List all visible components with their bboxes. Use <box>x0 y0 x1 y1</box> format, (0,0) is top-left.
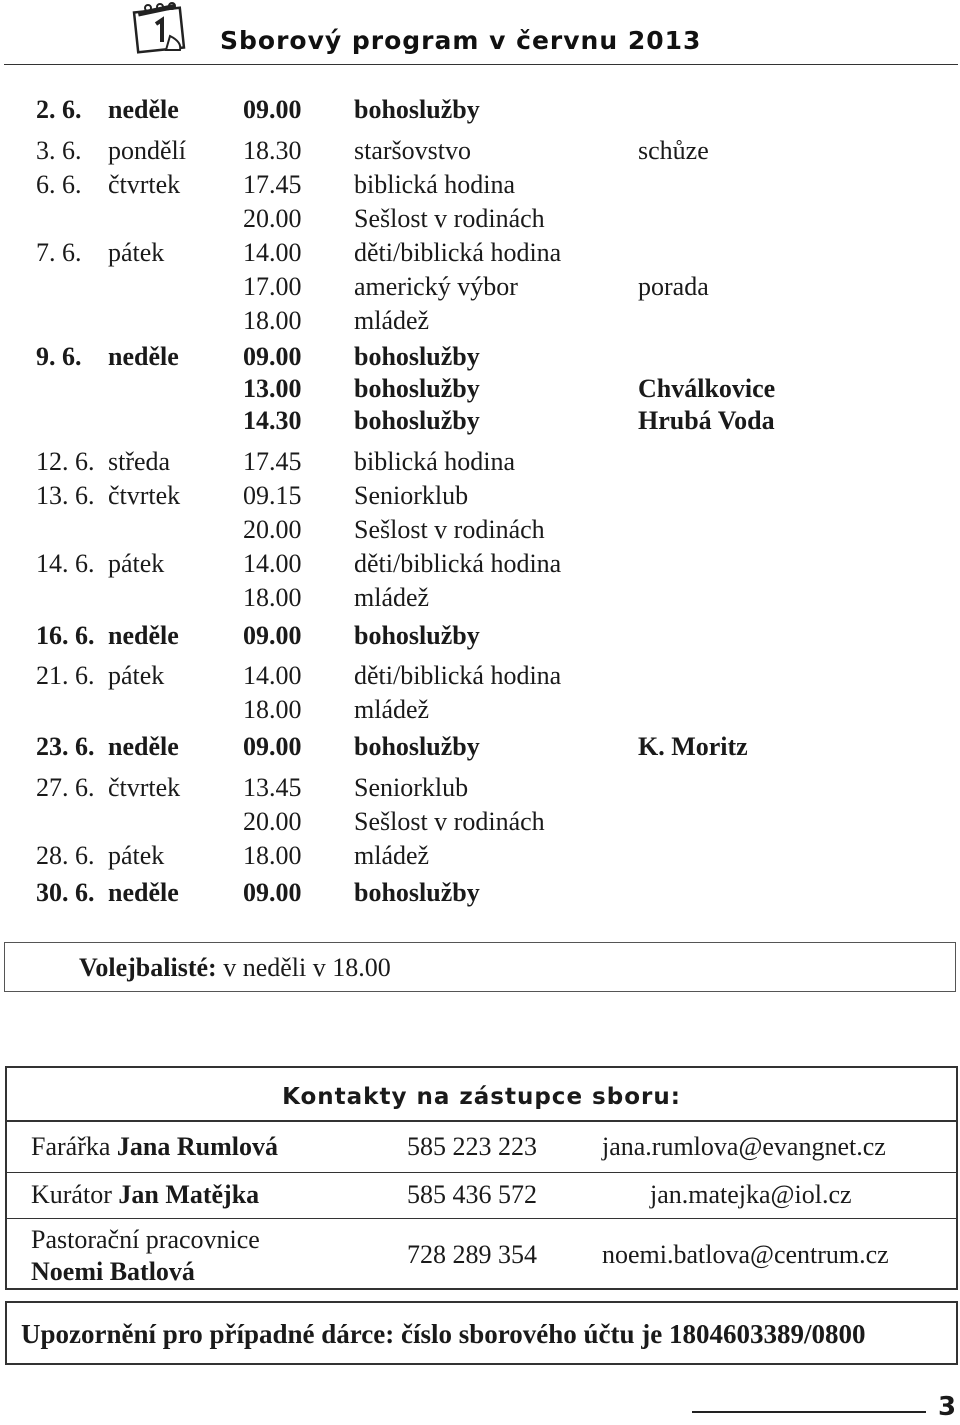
footer-rule <box>692 1411 926 1413</box>
contact-email[interactable]: jan.matejka@iol.cz <box>650 1180 852 1209</box>
schedule-event: americký výbor <box>354 272 518 301</box>
row-divider <box>7 1172 956 1173</box>
schedule-time: 14.30 <box>243 406 302 435</box>
contact-row <box>7 1122 956 1172</box>
contact-phone: 585 436 572 <box>407 1180 537 1209</box>
schedule-event: mládež <box>354 306 430 335</box>
schedule-date: 28. 6. <box>36 841 95 870</box>
schedule-date: 12. 6. <box>36 447 95 476</box>
schedule-time: 09.00 <box>243 342 302 371</box>
contact-person: Jana Rumlová <box>116 1132 278 1161</box>
page-number: 3 <box>938 1392 957 1422</box>
contact-email[interactable]: jana.rumlova@evangnet.cz <box>602 1132 886 1161</box>
volleyball-text: v neděli v 18.00 <box>223 953 391 982</box>
schedule-time: 18.00 <box>243 306 302 335</box>
schedule-event: biblická hodina <box>354 170 516 199</box>
contact-email[interactable]: noemi.batlova@centrum.cz <box>602 1240 889 1269</box>
schedule-time: 20.00 <box>243 515 302 544</box>
schedule-event: bohoslužby <box>354 406 480 435</box>
schedule-row <box>0 372 960 406</box>
contact-phone: 728 289 354 <box>407 1240 537 1269</box>
schedule-date: 27. 6. <box>36 773 95 802</box>
schedule-time: 17.00 <box>243 272 302 301</box>
schedule-row <box>0 547 960 581</box>
schedule-time: 09.00 <box>243 621 302 650</box>
donor-notice-text: Upozornění pro případné dárce: číslo sborového účtu je 1804603389/0800 <box>21 1319 866 1349</box>
schedule-event: bohoslužby <box>354 342 480 371</box>
schedule-time: 13.45 <box>243 773 302 802</box>
contact-person: Noemi Batlová <box>31 1257 195 1286</box>
schedule-date: 23. 6. <box>36 732 95 761</box>
schedule-date: 16. 6. <box>36 621 95 650</box>
schedule-date: 9. 6. <box>36 342 82 371</box>
schedule-row <box>0 404 960 438</box>
page-title: Sborový program v červnu 2013 <box>220 26 702 55</box>
schedule-event: děti/biblická hodina <box>354 238 562 267</box>
schedule-row <box>0 236 960 270</box>
schedule-time: 09.00 <box>243 878 302 907</box>
contact-phone: 585 223 223 <box>407 1132 537 1161</box>
schedule-time: 14.00 <box>243 238 302 267</box>
volleyball-box <box>4 942 956 992</box>
contact-row <box>7 1172 956 1218</box>
schedule-time: 09.00 <box>243 95 302 124</box>
calendar-icon <box>130 2 190 54</box>
schedule-event: Sešlost v rodinách <box>354 204 545 233</box>
schedule-row <box>0 513 960 547</box>
schedule-row <box>0 730 960 764</box>
schedule-time: 17.45 <box>243 170 302 199</box>
schedule-day: středa <box>108 447 171 476</box>
schedule-date: 14. 6. <box>36 549 95 578</box>
schedule-day: pátek <box>108 549 165 578</box>
schedule-event: děti/biblická hodina <box>354 661 562 690</box>
schedule-time: 14.00 <box>243 549 302 578</box>
header-divider <box>4 64 958 65</box>
schedule-row <box>0 270 960 304</box>
schedule-row <box>0 93 960 127</box>
schedule-time: 17.45 <box>243 447 302 476</box>
schedule-date: 7. 6. <box>36 238 82 267</box>
schedule-event: biblická hodina <box>354 447 516 476</box>
schedule-day: neděle <box>108 95 179 124</box>
schedule-row <box>0 876 960 910</box>
schedule-time: 18.00 <box>243 695 302 724</box>
schedule-event: Seniorklub <box>354 481 469 510</box>
schedule-row <box>0 304 960 338</box>
schedule-time: 09.00 <box>243 732 302 761</box>
schedule-date: 30. 6. <box>36 878 95 907</box>
schedule-event: Seniorklub <box>354 773 469 802</box>
schedule-day: pátek <box>108 841 165 870</box>
contact-row <box>7 1218 956 1288</box>
schedule-note: K. Moritz <box>638 732 748 761</box>
schedule-event: děti/biblická hodina <box>354 549 562 578</box>
contact-role: Farářka <box>31 1132 111 1161</box>
schedule-day: čtvrtek <box>108 170 181 199</box>
schedule-day: pátek <box>108 661 165 690</box>
contacts-table <box>5 1066 958 1290</box>
schedule-day: neděle <box>108 732 179 761</box>
contact-name <box>31 1132 278 1162</box>
schedule-note: Chválkovice <box>638 374 776 403</box>
schedule-day: čtvrtek <box>108 481 181 510</box>
schedule-day: pátek <box>108 238 165 267</box>
schedule-date: 21. 6. <box>36 661 95 690</box>
volleyball-note <box>79 951 391 985</box>
schedule-row <box>0 168 960 202</box>
schedule-time: 14.00 <box>243 661 302 690</box>
schedule-note: Hrubá Voda <box>638 406 775 435</box>
schedule-event: mládež <box>354 695 430 724</box>
contact-name <box>31 1224 260 1288</box>
schedule-note: schůze <box>638 136 709 165</box>
schedule-time: 13.00 <box>243 374 302 403</box>
schedule-event: bohoslužby <box>354 95 480 124</box>
schedule-event: bohoslužby <box>354 374 480 403</box>
donor-notice <box>5 1301 958 1365</box>
schedule-day: neděle <box>108 878 179 907</box>
schedule-date: 2. 6. <box>36 95 82 124</box>
contact-role: Pastorační pracovnice <box>31 1225 260 1254</box>
schedule-time: 18.00 <box>243 841 302 870</box>
volleyball-label: Volejbalisté: <box>79 953 217 982</box>
schedule-event: mládež <box>354 841 430 870</box>
schedule-event: bohoslužby <box>354 621 480 650</box>
schedule-day: čtvrtek <box>108 773 181 802</box>
schedule-day: neděle <box>108 621 179 650</box>
schedule-row <box>0 693 960 727</box>
schedule-row <box>0 134 960 168</box>
schedule-event: mládež <box>354 583 430 612</box>
schedule-date: 13. 6. <box>36 481 95 510</box>
schedule-event: bohoslužby <box>354 732 480 761</box>
schedule-row <box>0 805 960 839</box>
schedule-event: Sešlost v rodinách <box>354 515 545 544</box>
contact-person: Jan Matějka <box>118 1180 260 1209</box>
schedule-day: pondělí <box>108 136 186 165</box>
schedule-event: Sešlost v rodinách <box>354 807 545 836</box>
schedule-row <box>0 340 960 374</box>
schedule-time: 20.00 <box>243 204 302 233</box>
contacts-title: Kontakty na zástupce sboru: <box>7 1068 956 1122</box>
schedule-event: bohoslužby <box>354 878 480 907</box>
schedule-row <box>0 581 960 615</box>
schedule-row <box>0 771 960 805</box>
schedule-time: 18.30 <box>243 136 302 165</box>
schedule-row <box>0 479 960 513</box>
schedule-note: porada <box>638 272 709 301</box>
schedule-row <box>0 445 960 479</box>
schedule-day: neděle <box>108 342 179 371</box>
page-header <box>0 0 960 66</box>
schedule-row <box>0 659 960 693</box>
schedule-row <box>0 619 960 653</box>
schedule-time: 20.00 <box>243 807 302 836</box>
schedule-time: 18.00 <box>243 583 302 612</box>
schedule-time: 09.15 <box>243 481 302 510</box>
contact-name <box>31 1180 259 1210</box>
schedule-date: 6. 6. <box>36 170 82 199</box>
schedule-row <box>0 839 960 873</box>
schedule-row <box>0 202 960 236</box>
contact-role: Kurátor <box>31 1180 112 1209</box>
schedule-event: staršovstvo <box>354 136 471 165</box>
schedule-date: 3. 6. <box>36 136 82 165</box>
row-divider <box>7 1218 956 1219</box>
